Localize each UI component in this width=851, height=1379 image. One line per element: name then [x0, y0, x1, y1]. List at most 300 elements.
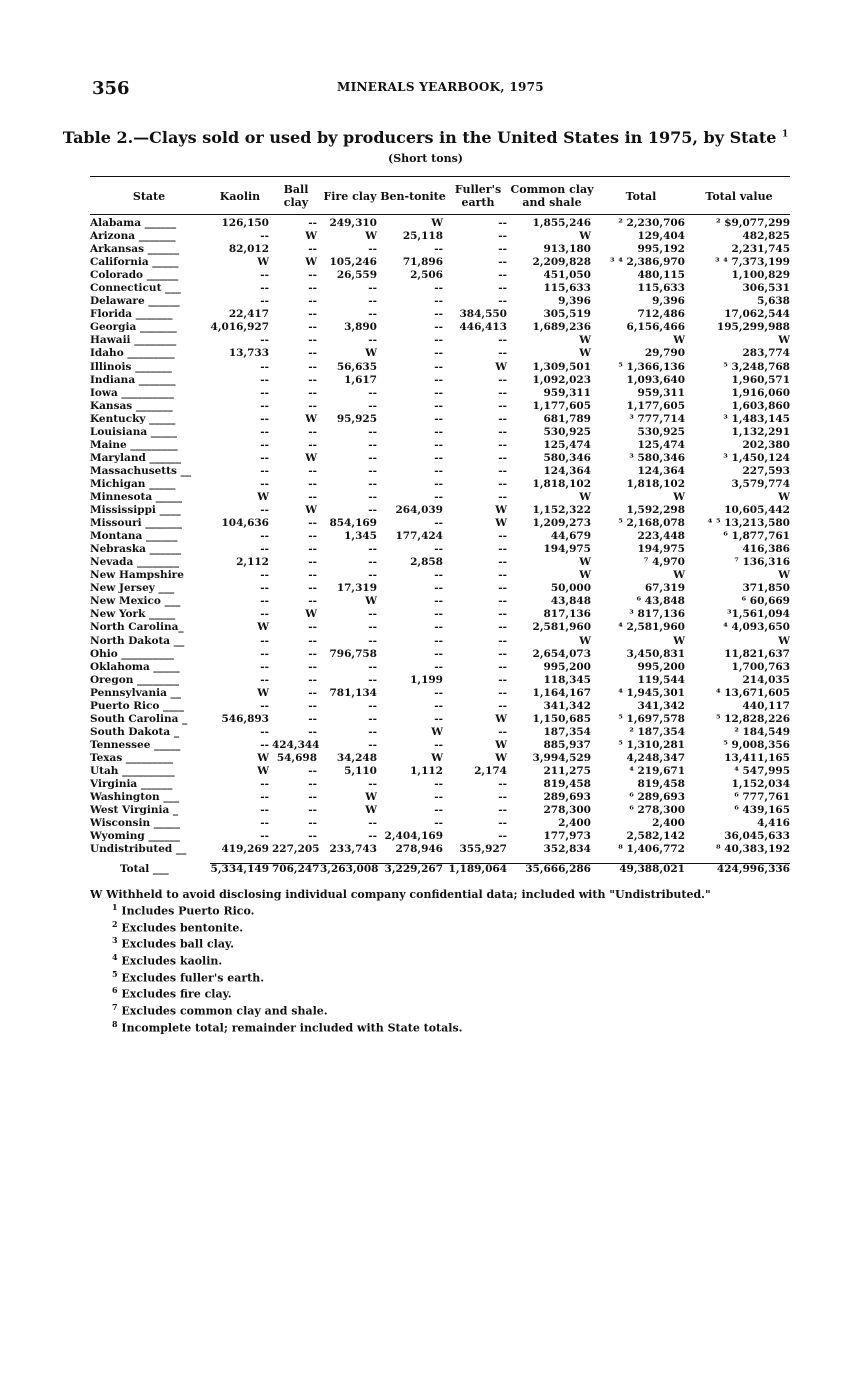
value-text: ⁴ 219,671 [629, 764, 685, 777]
value-text: ² 184,549 [734, 725, 790, 738]
value-text: -- [498, 230, 507, 243]
value-text: 424,344 [272, 738, 320, 751]
value-cell [320, 739, 380, 752]
state-name-cell: Maine _________ [90, 438, 178, 451]
value-cell [594, 374, 688, 387]
value-text: W [431, 725, 443, 738]
value-cell [208, 243, 272, 256]
value-cell [510, 517, 594, 530]
value-text: -- [498, 608, 507, 621]
value-cell [380, 661, 446, 674]
value-cell [446, 243, 510, 256]
state-name-cell: Washington ___ [90, 791, 180, 804]
value-cell [446, 791, 510, 804]
value-text: 115,633 [543, 282, 591, 295]
value-text: -- [498, 451, 507, 464]
value-text: 5,110 [344, 764, 377, 777]
value-cell [688, 674, 790, 687]
value-text: -- [308, 347, 317, 360]
value-cell [208, 595, 272, 608]
value-text: W [305, 230, 317, 243]
value-cell [380, 595, 446, 608]
value-text: -- [498, 725, 507, 738]
footnote-item [112, 951, 790, 968]
value-text: 194,975 [543, 543, 591, 556]
value-cell [510, 282, 594, 295]
value-cell [320, 452, 380, 465]
value-text: ³ 1,483,145 [723, 412, 790, 425]
value-cell [320, 726, 380, 739]
value-text: -- [308, 295, 317, 308]
value-cell [380, 582, 446, 595]
value-cell [380, 778, 446, 791]
state-name-cell: Wisconsin _____ [90, 817, 180, 830]
table-row [90, 282, 790, 295]
value-cell [510, 556, 594, 569]
value-cell [446, 256, 510, 269]
value-cell [208, 856, 272, 876]
value-cell [380, 674, 446, 687]
value-text: 50,000 [550, 582, 591, 595]
value-cell [380, 517, 446, 530]
state-name-cell: Virginia ______ [90, 778, 173, 791]
value-cell [510, 308, 594, 321]
value-cell [446, 517, 510, 530]
value-cell [688, 387, 790, 400]
footnote-item [112, 934, 790, 951]
value-text: ⁶ 777,761 [734, 791, 790, 804]
value-cell [272, 817, 320, 830]
table-row [90, 778, 790, 791]
value-cell [320, 413, 380, 426]
value-cell [380, 530, 446, 543]
value-text: 3,890 [344, 321, 377, 334]
value-cell [208, 465, 272, 478]
footnote-text: Excludes common clay and shale. [121, 1004, 328, 1018]
value-text: ⁷ 136,316 [734, 556, 790, 569]
value-cell [594, 361, 688, 374]
table-row [90, 556, 790, 569]
value-text: 1,093,640 [626, 373, 685, 386]
value-text: 49,388,021 [619, 862, 685, 875]
value-text: ⁴ ⁵ 13,213,580 [707, 517, 790, 530]
value-text: -- [434, 399, 443, 412]
value-cell [272, 295, 320, 308]
value-text: 54,698 [276, 751, 317, 764]
state-name-cell: Wyoming ______ [90, 830, 180, 843]
value-text: 5,638 [757, 295, 790, 308]
footnote-mark: 4 [112, 951, 118, 962]
value-text: 10,605,442 [724, 504, 790, 517]
value-cell [510, 817, 594, 830]
value-cell [380, 478, 446, 491]
value-cell [446, 212, 510, 230]
value-text: 913,180 [543, 243, 591, 256]
value-cell [272, 582, 320, 595]
table-title-footnote: 1 [782, 129, 789, 140]
value-cell [446, 621, 510, 634]
value-cell [510, 635, 594, 648]
value-text: -- [434, 438, 443, 451]
table-row [90, 635, 790, 648]
value-cell [208, 308, 272, 321]
value-text: -- [308, 556, 317, 569]
state-name-cell: South Dakota _ [90, 725, 180, 738]
value-cell [510, 648, 594, 661]
value-cell [510, 739, 594, 752]
value-cell [594, 426, 688, 439]
value-text: W [495, 738, 507, 751]
value-cell [320, 321, 380, 334]
value-text: -- [368, 386, 377, 399]
value-text: ⁵ 1,366,136 [618, 360, 685, 373]
value-cell [208, 608, 272, 621]
value-cell [208, 804, 272, 817]
value-cell [446, 595, 510, 608]
value-text: -- [498, 282, 507, 295]
value-cell [594, 517, 688, 530]
value-text: 17,319 [336, 582, 377, 595]
value-text: W [431, 751, 443, 764]
value-cell [380, 765, 446, 778]
value-text: 355,927 [459, 843, 507, 856]
value-cell [380, 621, 446, 634]
value-text: 451,050 [543, 269, 591, 282]
value-cell [272, 347, 320, 360]
value-cell [510, 478, 594, 491]
value-text: 13,411,165 [724, 751, 790, 764]
value-cell [320, 282, 380, 295]
value-cell [320, 817, 380, 830]
value-cell [446, 726, 510, 739]
value-cell [510, 582, 594, 595]
table-row [90, 504, 790, 517]
value-cell [594, 830, 688, 843]
value-cell [688, 804, 790, 817]
value-cell [594, 817, 688, 830]
value-cell [446, 556, 510, 569]
value-text: 4,016,927 [210, 321, 269, 334]
state-name-cell: New Jersey ___ [90, 582, 175, 595]
footnote-mark: 8 [112, 1018, 118, 1029]
table-row [90, 452, 790, 465]
state-name-cell: Nevada ________ [90, 556, 179, 569]
value-text: -- [308, 791, 317, 804]
value-cell [272, 752, 320, 765]
value-cell [446, 569, 510, 582]
value-cell [594, 530, 688, 543]
value-cell [688, 687, 790, 700]
column-header: Fire clay [323, 189, 377, 203]
value-text: ⁵ 9,008,356 [723, 738, 790, 751]
value-text: -- [308, 464, 317, 477]
value-text: -- [260, 399, 269, 412]
value-cell [380, 739, 446, 752]
value-cell [380, 752, 446, 765]
value-text: 1,199 [410, 673, 443, 686]
table-row [90, 700, 790, 713]
value-cell [380, 700, 446, 713]
value-text: 419,269 [221, 843, 269, 856]
value-text: -- [368, 243, 377, 256]
value-text: -- [308, 621, 317, 634]
value-cell [320, 374, 380, 387]
value-cell [688, 648, 790, 661]
value-text: W [778, 334, 790, 347]
value-text: -- [498, 621, 507, 634]
table-row [90, 400, 790, 413]
value-cell [380, 400, 446, 413]
value-cell [272, 256, 320, 269]
table-row [90, 569, 790, 582]
state-name-cell: Ohio __________ [90, 647, 174, 660]
value-text: -- [368, 295, 377, 308]
value-text: 1,603,860 [731, 399, 790, 412]
value-text: -- [260, 543, 269, 556]
table-row [90, 478, 790, 491]
value-text: -- [368, 778, 377, 791]
state-name-cell: South Carolina _ [90, 712, 188, 725]
value-cell [272, 700, 320, 713]
value-cell [688, 569, 790, 582]
value-text: 1,818,102 [626, 477, 685, 490]
value-text: ² 2,230,706 [618, 217, 685, 230]
value-text: -- [368, 673, 377, 686]
value-text: -- [368, 660, 377, 673]
state-name-cell: Texas _________ [90, 751, 174, 764]
footnote-list [112, 901, 790, 1034]
value-text: 233,743 [329, 843, 377, 856]
value-text: 482,825 [742, 230, 790, 243]
value-cell [594, 713, 688, 726]
value-text: 712,486 [637, 308, 685, 321]
value-text: -- [308, 582, 317, 595]
state-name-cell: Oklahoma _____ [90, 660, 180, 673]
value-cell [446, 648, 510, 661]
value-text: 4,248,347 [626, 751, 685, 764]
value-text: -- [260, 386, 269, 399]
value-cell [380, 243, 446, 256]
table-row [90, 413, 790, 426]
value-cell [688, 212, 790, 230]
value-cell [446, 830, 510, 843]
value-text: ⁶ 1,877,761 [723, 530, 790, 543]
value-text: 885,937 [543, 738, 591, 751]
value-text: 214,035 [742, 673, 790, 686]
value-cell [510, 256, 594, 269]
value-text: 2,209,828 [532, 256, 591, 269]
column-header: Total [625, 189, 657, 203]
value-text: ⁶ 60,669 [741, 595, 790, 608]
value-cell [594, 804, 688, 817]
value-cell [320, 230, 380, 243]
value-cell [510, 791, 594, 804]
value-text: -- [260, 804, 269, 817]
value-text: 2,174 [474, 764, 507, 777]
value-text: W [579, 556, 591, 569]
value-text: -- [498, 243, 507, 256]
value-text: 1,617 [344, 373, 377, 386]
table-row [90, 517, 790, 530]
value-cell [510, 269, 594, 282]
value-cell [380, 817, 446, 830]
value-cell [688, 739, 790, 752]
value-text: 796,758 [329, 647, 377, 660]
value-cell [208, 361, 272, 374]
value-text: 440,117 [742, 699, 790, 712]
value-text: 371,850 [742, 582, 790, 595]
value-text: -- [434, 295, 443, 308]
value-text: -- [434, 791, 443, 804]
table-top-rule [90, 176, 790, 177]
table-row [90, 439, 790, 452]
value-text: 2,231,745 [731, 243, 790, 256]
value-text: -- [308, 425, 317, 438]
value-cell [320, 308, 380, 321]
value-cell [380, 608, 446, 621]
value-cell [380, 791, 446, 804]
value-cell [594, 413, 688, 426]
table-row [90, 804, 790, 817]
value-cell [272, 791, 320, 804]
state-name-cell: Michigan _____ [90, 477, 176, 490]
value-text: -- [260, 451, 269, 464]
value-cell [510, 387, 594, 400]
table-row [90, 465, 790, 478]
table-row [90, 661, 790, 674]
value-text: W [257, 686, 269, 699]
state-name-cell: New York _____ [90, 608, 176, 621]
value-cell [594, 243, 688, 256]
value-cell [272, 635, 320, 648]
footnote-text: Excludes fuller's earth. [121, 971, 265, 985]
value-text: W [495, 712, 507, 725]
value-cell [510, 413, 594, 426]
value-text: ⁴ 4,093,650 [723, 621, 790, 634]
value-text: W [495, 517, 507, 530]
value-cell [272, 269, 320, 282]
value-text: -- [260, 412, 269, 425]
value-text: -- [498, 399, 507, 412]
value-text: 341,342 [637, 699, 685, 712]
value-text: -- [308, 817, 317, 830]
value-cell [446, 778, 510, 791]
value-cell [594, 452, 688, 465]
value-text: -- [260, 569, 269, 582]
column-header: Fuller's earth [454, 183, 502, 209]
value-cell [446, 752, 510, 765]
value-cell [510, 374, 594, 387]
value-cell [320, 491, 380, 504]
value-text: 546,893 [221, 712, 269, 725]
value-cell [208, 752, 272, 765]
value-cell [510, 595, 594, 608]
value-cell [446, 465, 510, 478]
value-cell [446, 804, 510, 817]
value-cell [688, 478, 790, 491]
value-text: ⁴ 1,945,301 [618, 686, 685, 699]
value-text: -- [308, 725, 317, 738]
value-text: 3,263,008 [320, 862, 379, 875]
value-cell [510, 713, 594, 726]
value-cell [446, 282, 510, 295]
value-cell [272, 387, 320, 400]
state-name-cell: West Virginia _ [90, 804, 179, 817]
value-text: -- [368, 738, 377, 751]
state-name-cell: Massachusetts __ [90, 464, 192, 477]
value-cell [688, 608, 790, 621]
value-text: W [778, 634, 790, 647]
value-text: -- [308, 243, 317, 256]
value-cell [594, 752, 688, 765]
table-row [90, 374, 790, 387]
value-cell [688, 595, 790, 608]
value-cell [272, 778, 320, 791]
state-name-cell: Delaware ______ [90, 295, 180, 308]
value-text: W [495, 751, 507, 764]
value-text: 341,342 [543, 699, 591, 712]
value-cell [208, 843, 272, 856]
value-text: 195,299,988 [716, 321, 790, 334]
value-cell [320, 243, 380, 256]
value-cell [594, 595, 688, 608]
value-text: 2,582,142 [626, 830, 685, 843]
value-text: -- [498, 491, 507, 503]
state-name-cell: Kentucky _____ [90, 412, 176, 425]
value-text: W [365, 791, 377, 804]
value-text: 1,855,246 [532, 217, 591, 230]
table-subtitle: (Short tons) [387, 152, 463, 165]
value-text: 580,346 [543, 451, 591, 464]
value-text: W [365, 230, 377, 243]
value-cell [272, 595, 320, 608]
table-row [90, 726, 790, 739]
value-text: -- [368, 464, 377, 477]
table-row [90, 361, 790, 374]
value-text: 446,413 [459, 321, 507, 334]
value-cell [272, 517, 320, 530]
value-text: 56,635 [336, 360, 377, 373]
value-cell [510, 230, 594, 243]
value-cell [272, 726, 320, 739]
value-cell [208, 739, 272, 752]
value-text: -- [498, 804, 507, 817]
value-cell [594, 843, 688, 856]
value-text: -- [498, 477, 507, 490]
value-text: -- [260, 582, 269, 595]
value-cell [594, 661, 688, 674]
state-name-cell: Total ___ [120, 862, 169, 875]
value-text: -- [498, 530, 507, 543]
value-text: -- [308, 699, 317, 712]
state-name-cell: Utah __________ [90, 764, 175, 777]
value-text: 6,156,466 [626, 321, 685, 334]
value-text: 2,400 [652, 817, 685, 830]
value-text: 227,593 [742, 464, 790, 477]
value-cell [272, 804, 320, 817]
state-name-cell: Idaho _________ [90, 347, 175, 360]
value-text: W [257, 751, 269, 764]
value-cell [208, 778, 272, 791]
value-cell [446, 439, 510, 452]
value-text: 119,544 [637, 673, 685, 686]
value-cell [272, 400, 320, 413]
value-text: -- [368, 438, 377, 451]
value-text: -- [368, 282, 377, 295]
value-cell [208, 621, 272, 634]
value-cell [380, 726, 446, 739]
state-name-cell: Puerto Rico ____ [90, 699, 185, 712]
